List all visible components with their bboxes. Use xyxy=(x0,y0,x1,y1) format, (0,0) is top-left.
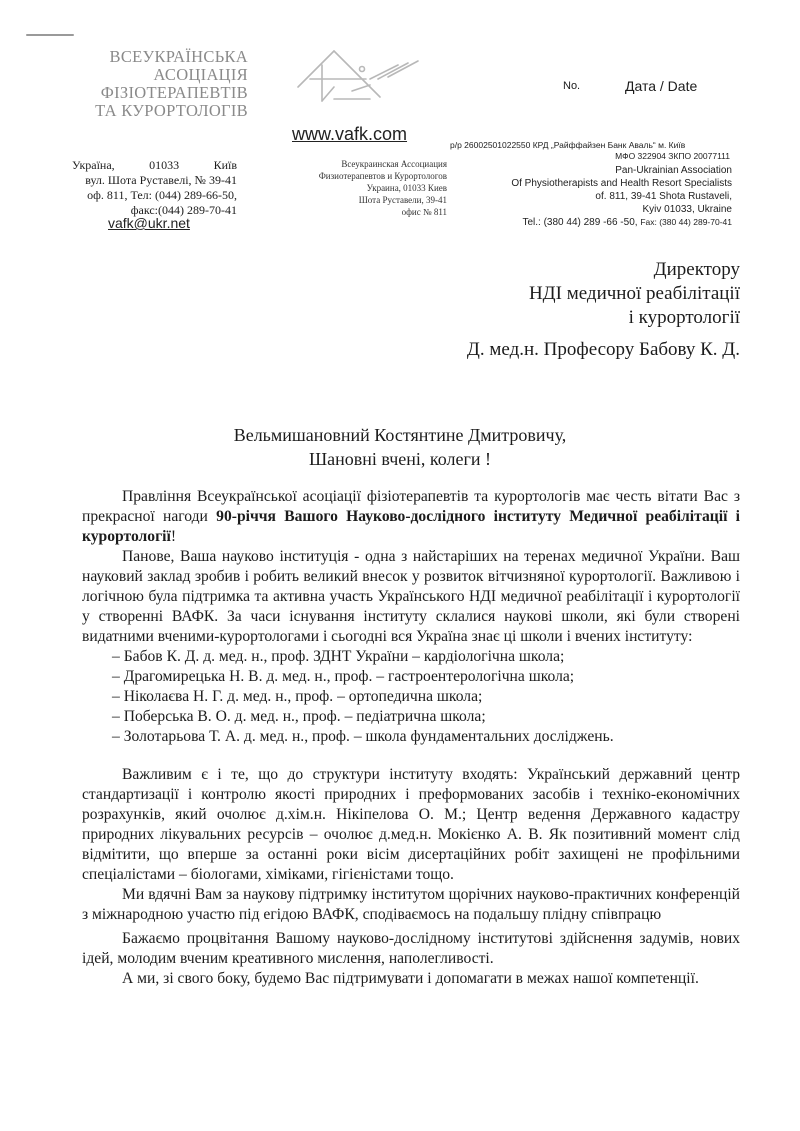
bank-details xyxy=(450,140,730,162)
address-en-line: Pan-Ukrainian Association xyxy=(615,165,732,176)
address-ru-line: Физиотерапевтов и Курортологов xyxy=(318,171,447,181)
salutation-line-1: Вельмишановний Костянтине Дмитровичу, xyxy=(233,425,567,445)
association-name-line: ФІЗІОТЕРАПЕВТІВ xyxy=(100,83,248,102)
address-english xyxy=(470,164,732,229)
recipient-line: Директору xyxy=(653,259,740,280)
address-ru-line: Украина, 01033 Киев xyxy=(366,183,447,193)
letter-body xyxy=(82,487,740,989)
association-name-line: ТА КУРОРТОЛОГІВ xyxy=(95,101,248,120)
recipient-line: і курортології xyxy=(628,307,740,328)
address-office-tel: оф. 811, Тел: (044) 289-66-50, xyxy=(87,188,237,202)
paragraph-institution: Панове, Ваша науково інституція - одна з найстаріших на теренах медичної України. Ваш науковий заклад зробив і робить великий внесок у розвиток вітчизняної курортології. Важливою і логічною була підтримка та активна участь Українського НДІ медичної реабілітації і курортології у створенні ВАФК. За часи існування інституту склалися наукові школи, які були створені видатними вченими-курортологами і сьогодні вся Україна знає ці школи і вчених інституту: xyxy=(82,548,740,645)
website-link[interactable]: www.vafk.com xyxy=(292,124,408,144)
address-ru-line: Шота Руставели, 39-41 xyxy=(358,195,447,205)
address-ukrainian xyxy=(72,158,237,218)
paragraph-wishes: Бажаємо процвітання Вашому науково-дослідному інститутові здійснення задумів, нових ідей, молодим вченим креативного мислення, наполегливості. xyxy=(82,930,740,967)
school-item: – Поберська В. О. д. мед. н., проф. – педіатрична школа; xyxy=(112,708,486,725)
address-fax: факс:(044) 289-70-41 xyxy=(130,203,237,217)
paragraph-greeting xyxy=(82,487,740,547)
address-ru-line: офис № 811 xyxy=(401,207,447,217)
paragraph-text: ! xyxy=(170,528,177,545)
recipient-name: Д. мед.н. Професору Бабову К. Д. xyxy=(466,339,740,360)
date-label: Дата / Date xyxy=(625,78,698,94)
address-city: Київ xyxy=(213,158,237,172)
address-postcode: 01033 xyxy=(149,158,180,172)
association-name-line: АСОЦІАЦІЯ xyxy=(153,65,248,84)
paragraph-text: Правління Всеукраїнської асоціації фізіотерапевтів та курортологів має честь вітати Вас з прекрасної нагоди xyxy=(82,488,740,525)
email-link[interactable]: vafk@ukr.net xyxy=(108,215,190,231)
bank-codes: МФО 322904 ЗКПО 20077111 xyxy=(615,151,730,161)
recipient-block xyxy=(420,258,740,330)
salutation-line-2: Шановні вчені, колеги ! xyxy=(309,449,491,469)
tel-en: Tel.: (380 44) 289 -66 -50, xyxy=(522,217,638,228)
bank-account: р/р 26002501022550 КРД „Райффайзен Банк Аваль“ м. Київ xyxy=(450,140,686,150)
association-name-line: ВСЕУКРАЇНСЬКА xyxy=(109,47,248,66)
schools-list xyxy=(82,647,740,747)
address-en-line: Of Physiotherapists and Health Resort Specialists xyxy=(511,178,732,189)
address-en-line: of. 811, 39-41 Shota Rustaveli, xyxy=(595,191,732,202)
anniversary-highlight: 90-річчя Вашого Науково-дослідного інституту Медичної реабілітації і курортології xyxy=(82,508,740,545)
school-item: – Ніколаєва Н. Г. д. мед. н., проф. – ортопедична школа; xyxy=(112,688,483,705)
paragraph-support: А ми, зі свого боку, будемо Вас підтримувати і допомагати в межах нашої компетенції. xyxy=(122,970,699,987)
school-item: – Бабов К. Д. д. мед. н., проф. ЗДНТ України – кардіологічна школа; xyxy=(112,648,565,665)
salutation xyxy=(100,423,700,471)
school-item: – Золотарьова Т. А. д. мед. н., проф. – школа фундаментальних досліджень. xyxy=(112,728,614,745)
number-label: No. xyxy=(563,80,581,92)
paragraph-gratitude: Ми вдячні Вам за наукову підтримку інститутом щорічних науково-практичних конференцій з міжнародною участю під егідою ВАФК, сподіваємось на подальшу плідну співпрацю xyxy=(82,886,740,923)
address-street: вул. Шота Руставелі, № 39-41 xyxy=(85,173,237,187)
fax-en: Fax: (380 44) 289-70-41 xyxy=(640,217,732,227)
association-name xyxy=(88,48,248,120)
paragraph-structure: Важливим є і те, що до структури інституту входять: Український державний центр стандартизації і контролю якості природних і преформованих засобів і техніко-економічних розрахунків, який очолює д.хім.н. Нікіпелова О. М.; Центр ведення Державного кадастру природних лікувальних ресурсів – очолює д.мед.н. Мокієнко А. В. Як позитивний момент слід відмітити, що вперше за останні роки вісім дисертаційних робіт захищені не профільними спеціалістами – біологами, хіміками, гігієністами тощо. xyxy=(82,766,740,883)
address-country: Україна, xyxy=(72,158,115,172)
address-russian xyxy=(280,158,447,218)
vafk-logo-icon xyxy=(296,45,422,107)
address-en-line: Kyiv 01033, Ukraine xyxy=(642,204,732,215)
school-item: – Драгомирецька Н. В. д. мед. н., проф. – гастроентерологічна школа; xyxy=(112,668,575,685)
address-ru-line: Всеукраинская Ассоциация xyxy=(341,159,447,169)
recipient-line: НДІ медичної реабілітації xyxy=(528,283,740,304)
scan-edge-mark xyxy=(26,34,74,36)
